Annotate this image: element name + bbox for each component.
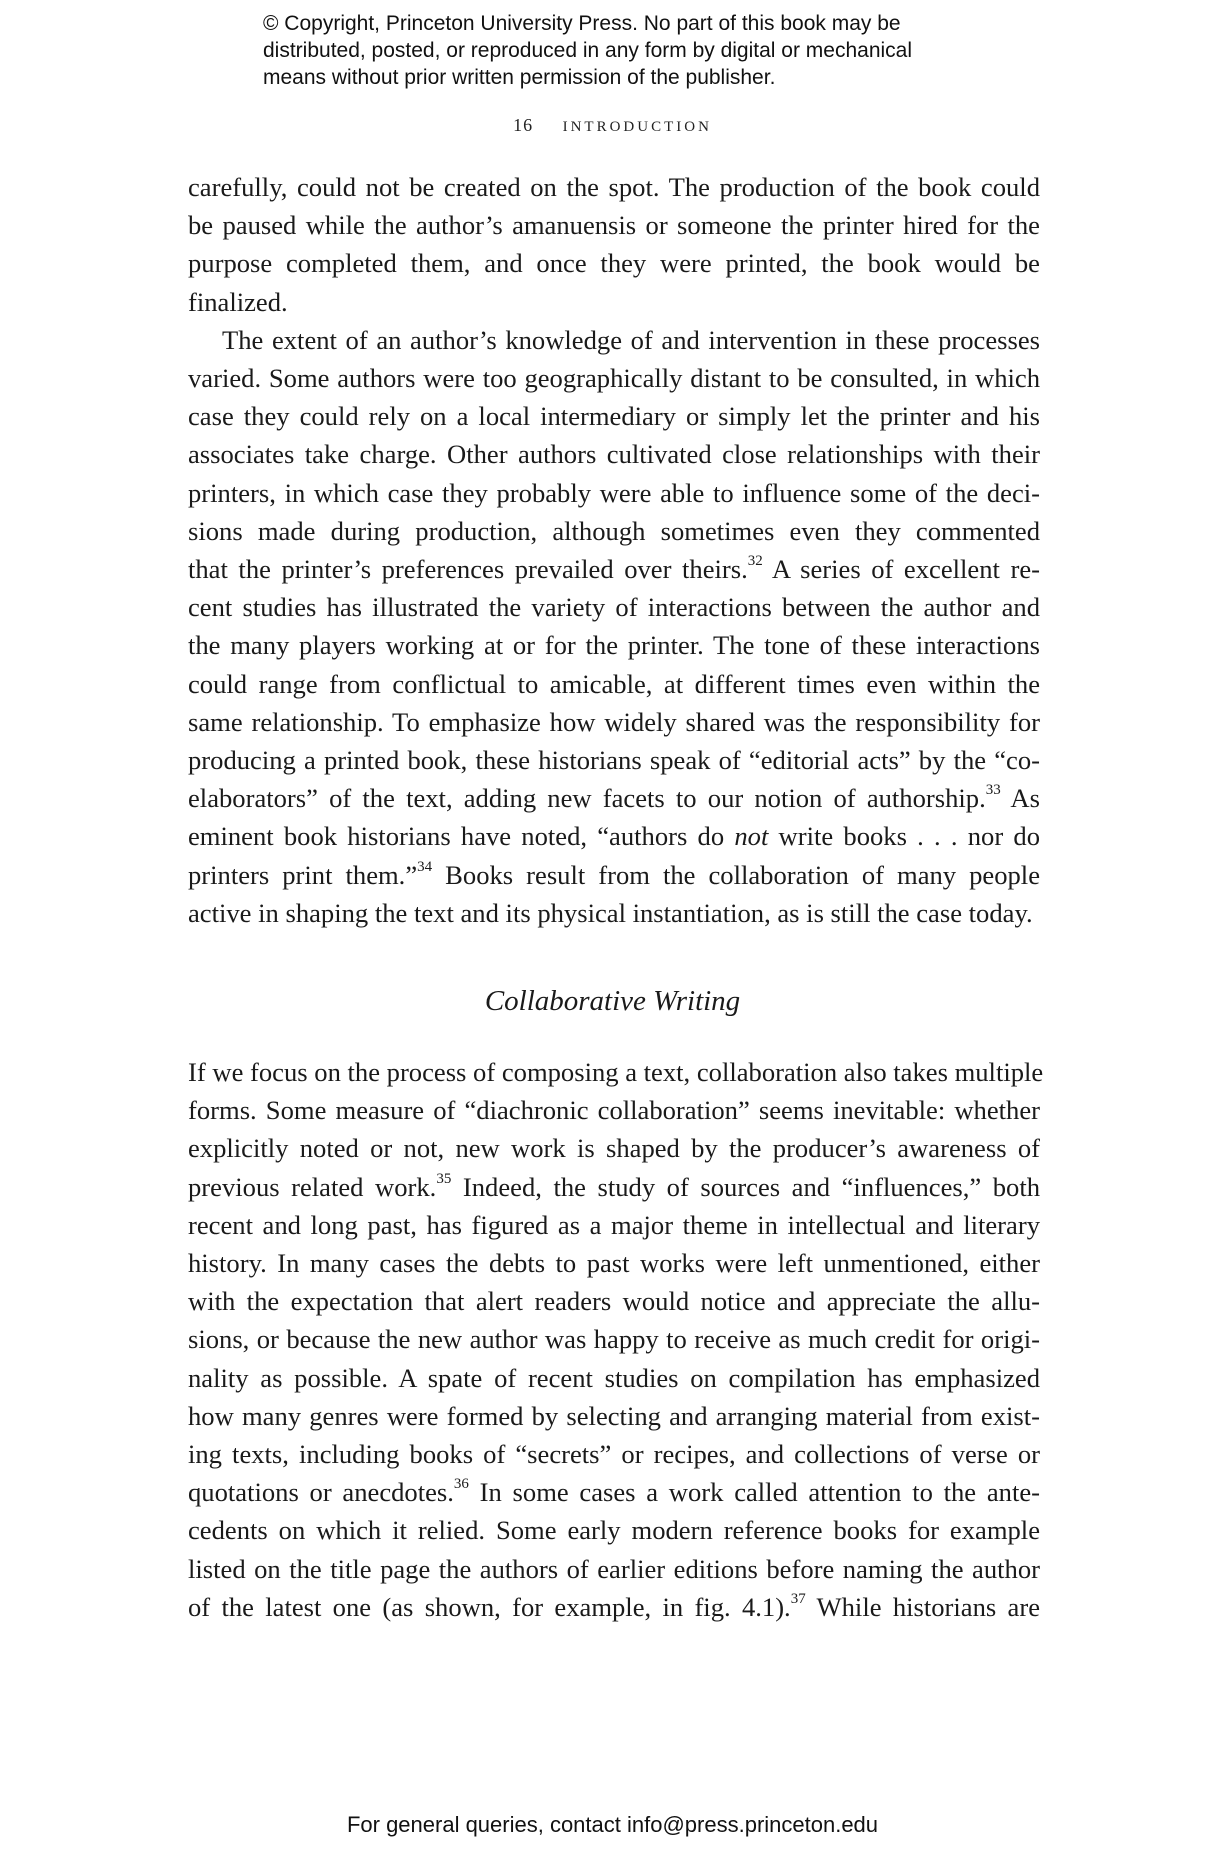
footnote-ref: 36: [453, 1476, 469, 1493]
text-line: If we focus on the process of composing a text, collaboration also takes multiple: [188, 1057, 1044, 1087]
text-line: case they could rely on a local intermediary or simply let the printer and his: [188, 401, 1040, 432]
text-line: be paused while the author’s amanuensis or someone the printer hired for the: [188, 210, 1040, 241]
text-line: listed on the title page the authors of earlier editions before naming the author: [188, 1553, 1040, 1584]
text-line: how many genres were formed by selecting and arranging material from exist-: [188, 1400, 1040, 1431]
text-fragment: write books . . . nor do: [768, 821, 1040, 852]
text-fragment: As: [1000, 783, 1040, 814]
text-fragment: of the latest one (as shown, for example, in fig. 4.1).: [188, 1591, 791, 1622]
text-fragment: eminent book historians have noted, “authors do: [188, 821, 735, 852]
section-heading: Collaborative Writing: [484, 985, 741, 1017]
copyright-line: © Copyright, Princeton University Press. No part of this book may be: [263, 12, 901, 35]
text-fragment: In some cases a work called attention to the ante-: [468, 1477, 1040, 1508]
footer-contact: For general queries, contact info@press.princeton.edu: [346, 1812, 879, 1837]
text-line: producing a printed book, these historians speak of “editorial acts” by the “co-: [188, 745, 1040, 776]
text-line: printers, in which case they probably were able to influence some of the deci-: [188, 477, 1040, 508]
text-line: [188, 779, 1040, 817]
footnote-ref: 33: [985, 782, 1001, 799]
text-line: varied. Some authors were too geographically distant to be consulted, in which: [188, 363, 1040, 394]
page-number: 16: [513, 115, 534, 135]
text-line: explicitly noted or not, new work is shaped by the producer’s awareness of: [188, 1133, 1040, 1164]
text-line: sions made during production, although sometimes even they commented: [188, 515, 1040, 546]
text-fragment: previous related work.: [188, 1171, 437, 1202]
text-line: active in shaping the text and its physical instantiation, as is still the case today.: [188, 897, 1033, 928]
text-line: [188, 1168, 1040, 1206]
text-line: the many players working at or for the printer. The tone of these interactions: [188, 630, 1040, 661]
text-line: The extent of an author’s knowledge of and intervention in these processes: [222, 324, 1040, 355]
text-line: [188, 817, 1040, 855]
text-line: recent and long past, has figured as a major theme in intellectual and literary: [188, 1209, 1040, 1240]
text-fragment: While historians are: [805, 1591, 1040, 1622]
emphasis: not: [734, 821, 769, 852]
copyright-notice: [263, 10, 1023, 91]
text-line: same relationship. To emphasize how widely shared was the responsibility for: [188, 706, 1040, 737]
text-fragment: elaborators” of the text, adding new facets to our notion of authorship.: [188, 783, 986, 814]
text-fragment: Books result from the collaboration of many people: [432, 859, 1040, 890]
text-line: with the expectation that alert readers would notice and appreciate the allu-: [188, 1286, 1040, 1317]
footnote-ref: 34: [417, 858, 433, 875]
text-fragment: quotations or anecdotes.: [188, 1477, 454, 1508]
copyright-line: means without prior written permission of the publisher.: [263, 66, 776, 89]
text-line: [188, 856, 1040, 894]
text-line: ing texts, including books of “secrets” or recipes, and collections of verse or: [188, 1439, 1040, 1470]
text-fragment: Indeed, the study of sources and “influences,” both: [451, 1171, 1040, 1202]
text-line: history. In many cases the debts to past works were left unmentioned, either: [188, 1248, 1040, 1279]
text-line: [188, 550, 1040, 588]
text-fragment: that the printer’s preferences prevailed over theirs.: [188, 554, 748, 585]
text-line: forms. Some measure of “diachronic collaboration” seems inevitable: whether: [188, 1095, 1040, 1126]
text-line: cedents on which it relied. Some early modern reference books for example: [188, 1515, 1040, 1546]
running-head: [0, 112, 1225, 137]
copyright-line: distributed, posted, or reproduced in any form by digital or mechanical: [263, 39, 913, 62]
text-line: finalized.: [188, 286, 288, 317]
text-line: cent studies has illustrated the variety of interactions between the author and: [188, 592, 1040, 623]
body-text-top: [188, 168, 1040, 932]
text-fragment: A series of excellent re-: [762, 554, 1040, 585]
body-text-bottom: [188, 1053, 1044, 1626]
text-fragment: printers print them.”: [188, 859, 418, 890]
text-line: could range from conflictual to amicable, at different times even within the: [188, 668, 1040, 699]
running-head-title: introduction: [562, 112, 712, 136]
footnote-ref: 32: [747, 553, 763, 570]
text-line: sions, or because the new author was happy to receive as much credit for origi-: [188, 1324, 1040, 1355]
text-line: [188, 1588, 1040, 1626]
text-line: [188, 1473, 1040, 1511]
footnote-ref: 35: [436, 1170, 452, 1187]
text-line: nality as possible. A spate of recent studies on compilation has emphasized: [188, 1362, 1040, 1393]
text-line: purpose completed them, and once they were printed, the book would be: [188, 248, 1040, 279]
footnote-ref: 37: [790, 1590, 806, 1607]
text-line: associates take charge. Other authors cultivated close relationships with their: [188, 439, 1040, 470]
text-line: carefully, could not be created on the spot. The production of the book could: [188, 172, 1040, 202]
